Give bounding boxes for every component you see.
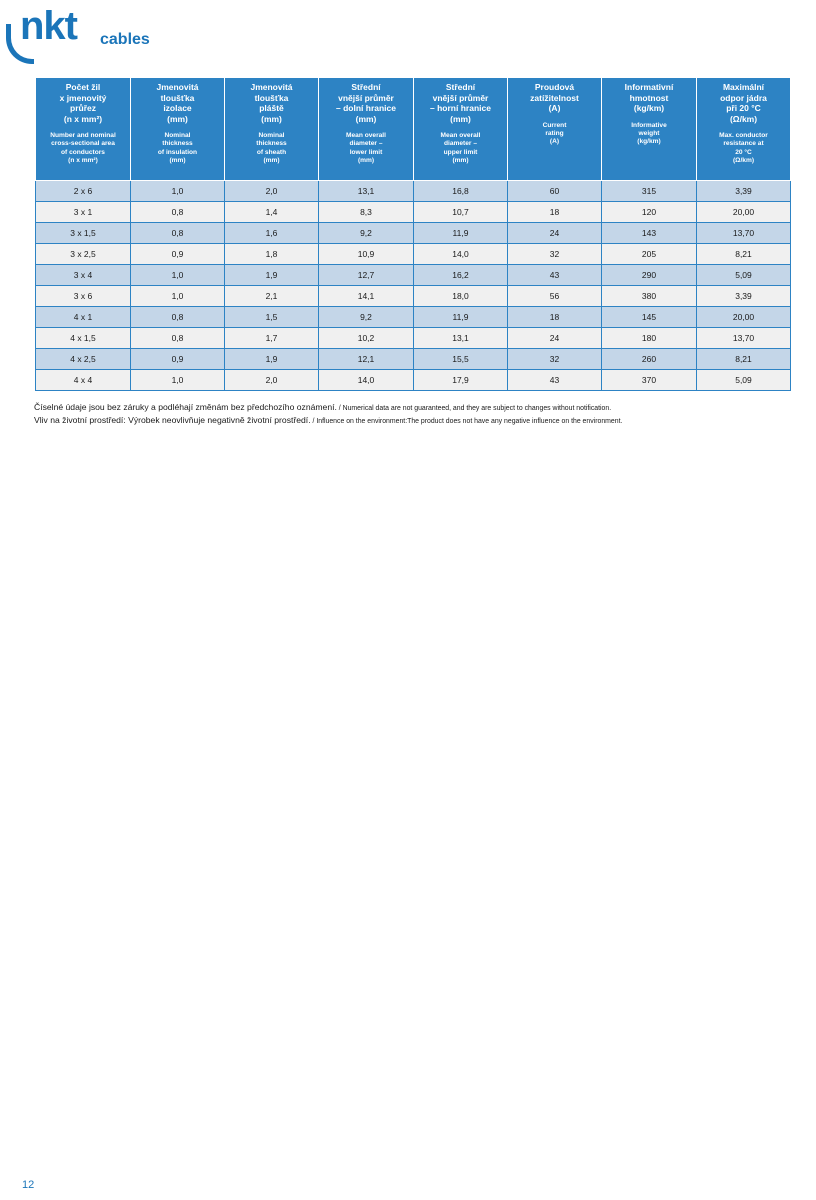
column-header-en: Current rating (A) <box>542 121 567 146</box>
column-header <box>319 78 414 181</box>
column-header-en: Nominal thickness of sheath (mm) <box>256 132 287 165</box>
table-cell: 20,00 <box>697 202 791 223</box>
column-header <box>131 78 225 181</box>
table-cell: 260 <box>602 349 697 370</box>
table-row <box>36 349 791 370</box>
table-cell: 13,1 <box>319 181 414 202</box>
table-row <box>36 265 791 286</box>
table-cell: 13,70 <box>697 223 791 244</box>
table-cell: 5,09 <box>697 265 791 286</box>
table-cell: 10,9 <box>319 244 414 265</box>
table-cell: 9,2 <box>319 223 414 244</box>
table-cell: 24 <box>508 223 602 244</box>
table-cell: 2,0 <box>225 181 319 202</box>
table-cell: 4 x 1,5 <box>36 328 131 349</box>
nkt-cables-logo <box>6 6 156 62</box>
table-cell: 3 x 4 <box>36 265 131 286</box>
column-header-en: Number and nominal cross-sectional area of conductors (n x mm²) <box>50 132 116 165</box>
table-cell: 3 x 6 <box>36 286 131 307</box>
column-header-en: Nominal thickness of insulation (mm) <box>157 132 198 165</box>
table-cell: 380 <box>602 286 697 307</box>
column-header-cz: Jmenovitá tloušťka pláště (mm) <box>250 82 293 124</box>
table-cell: 120 <box>602 202 697 223</box>
table-cell: 1,0 <box>131 181 225 202</box>
table-cell: 1,9 <box>225 265 319 286</box>
table-cell: 1,9 <box>225 349 319 370</box>
table-cell: 18 <box>508 202 602 223</box>
table-cell: 4 x 4 <box>36 370 131 391</box>
table-cell: 0,8 <box>131 307 225 328</box>
table-cell: 43 <box>508 265 602 286</box>
table-cell: 3 x 1,5 <box>36 223 131 244</box>
column-header-cz: Střední vnější průměr – horní hranice (mm) <box>430 82 491 124</box>
table-cell: 24 <box>508 328 602 349</box>
table-row <box>36 202 791 223</box>
table-cell: 2,0 <box>225 370 319 391</box>
table-cell: 14,0 <box>414 244 508 265</box>
table-cell: 16,8 <box>414 181 508 202</box>
page-number: 12 <box>22 1179 35 1191</box>
column-header <box>414 78 508 181</box>
column-header-cz: Jmenovitá tloušťka izolace (mm) <box>156 82 199 124</box>
column-header <box>602 78 697 181</box>
table-cell: 56 <box>508 286 602 307</box>
table-cell: 370 <box>602 370 697 391</box>
table-cell: 18,0 <box>414 286 508 307</box>
cable-spec-table <box>35 77 791 391</box>
table-cell: 145 <box>602 307 697 328</box>
table-cell: 13,1 <box>414 328 508 349</box>
table-cell: 14,0 <box>319 370 414 391</box>
environment-note <box>34 410 794 428</box>
table-header <box>36 78 791 181</box>
table-row <box>36 307 791 328</box>
logo-mark: nkt <box>20 4 77 48</box>
table-cell: 0,8 <box>131 202 225 223</box>
column-header-en: Mean overall diameter – upper limit (mm) <box>440 132 481 165</box>
table-row <box>36 328 791 349</box>
table-cell: 4 x 2,5 <box>36 349 131 370</box>
table-cell: 12,1 <box>319 349 414 370</box>
table-cell: 0,8 <box>131 223 225 244</box>
table-cell: 17,9 <box>414 370 508 391</box>
table-cell: 2,1 <box>225 286 319 307</box>
table-cell: 290 <box>602 265 697 286</box>
table-cell: 32 <box>508 244 602 265</box>
table-cell: 5,09 <box>697 370 791 391</box>
table-cell: 18 <box>508 307 602 328</box>
table-cell: 60 <box>508 181 602 202</box>
table-row <box>36 286 791 307</box>
table-cell: 12,7 <box>319 265 414 286</box>
environment-en: / Influence on the environment:The product does not have any negative influence on the environment. <box>310 418 623 425</box>
table-row <box>36 223 791 244</box>
table-cell: 11,9 <box>414 223 508 244</box>
table-cell: 0,8 <box>131 328 225 349</box>
table-cell: 13,70 <box>697 328 791 349</box>
column-header <box>225 78 319 181</box>
column-header-cz: Informativní hmotnost (kg/km) <box>624 82 674 113</box>
table-cell: 1,0 <box>131 265 225 286</box>
table-cell: 3,39 <box>697 286 791 307</box>
column-header-en: Max. conductor resistance at 20 °C (Ω/km) <box>719 132 768 165</box>
table-cell: 1,6 <box>225 223 319 244</box>
table-cell: 180 <box>602 328 697 349</box>
table-cell: 1,7 <box>225 328 319 349</box>
header-row <box>36 78 791 181</box>
column-header-en: Mean overall diameter – lower limit (mm) <box>346 132 386 165</box>
table-cell: 8,21 <box>697 244 791 265</box>
table-cell: 4 x 1 <box>36 307 131 328</box>
table-cell: 0,9 <box>131 349 225 370</box>
table-cell: 43 <box>508 370 602 391</box>
column-header-cz: Proudová zatížitelnost (A) <box>530 82 579 113</box>
table-cell: 1,5 <box>225 307 319 328</box>
column-header <box>697 78 791 181</box>
table-cell: 8,3 <box>319 202 414 223</box>
table-cell: 143 <box>602 223 697 244</box>
table-cell: 10,2 <box>319 328 414 349</box>
table-cell: 16,2 <box>414 265 508 286</box>
logo-word: cables <box>100 31 150 48</box>
table-cell: 10,7 <box>414 202 508 223</box>
table-cell: 315 <box>602 181 697 202</box>
table-cell: 20,00 <box>697 307 791 328</box>
table-body <box>36 181 791 391</box>
table-cell: 3,39 <box>697 181 791 202</box>
table-cell: 1,0 <box>131 286 225 307</box>
table-cell: 3 x 1 <box>36 202 131 223</box>
table-cell: 1,4 <box>225 202 319 223</box>
table-cell: 15,5 <box>414 349 508 370</box>
column-header-cz: Maximální odpor jádra při 20 °C (Ω/km) <box>720 82 767 124</box>
table-cell: 3 x 2,5 <box>36 244 131 265</box>
table-cell: 2 x 6 <box>36 181 131 202</box>
column-header-en: Informative weight (kg/km) <box>631 121 667 146</box>
disclaimer-en: / Numerical data are not guaranteed, and they are subject to changes without notification. <box>336 405 612 412</box>
table-cell: 9,2 <box>319 307 414 328</box>
column-header <box>36 78 131 181</box>
table-row <box>36 181 791 202</box>
column-header <box>508 78 602 181</box>
column-header-cz: Počet žil x jmenovitý průřez (n x mm²) <box>59 82 107 124</box>
table-cell: 1,0 <box>131 370 225 391</box>
table-row <box>36 370 791 391</box>
table-cell: 11,9 <box>414 307 508 328</box>
table-cell: 32 <box>508 349 602 370</box>
table-cell: 0,9 <box>131 244 225 265</box>
table-row <box>36 244 791 265</box>
disclaimer-cz: Číselné údaje jsou bez záruky a podléhají změnám bez předchozího oznámení. <box>34 402 337 412</box>
table-cell: 14,1 <box>319 286 414 307</box>
table-cell: 8,21 <box>697 349 791 370</box>
table-cell: 205 <box>602 244 697 265</box>
environment-cz: Vliv na životní prostředí: Výrobek neovlivňuje negativně životní prostředí. <box>34 415 311 425</box>
table-cell: 1,8 <box>225 244 319 265</box>
column-header-cz: Střední vnější průměr – dolní hranice (mm) <box>336 82 396 124</box>
